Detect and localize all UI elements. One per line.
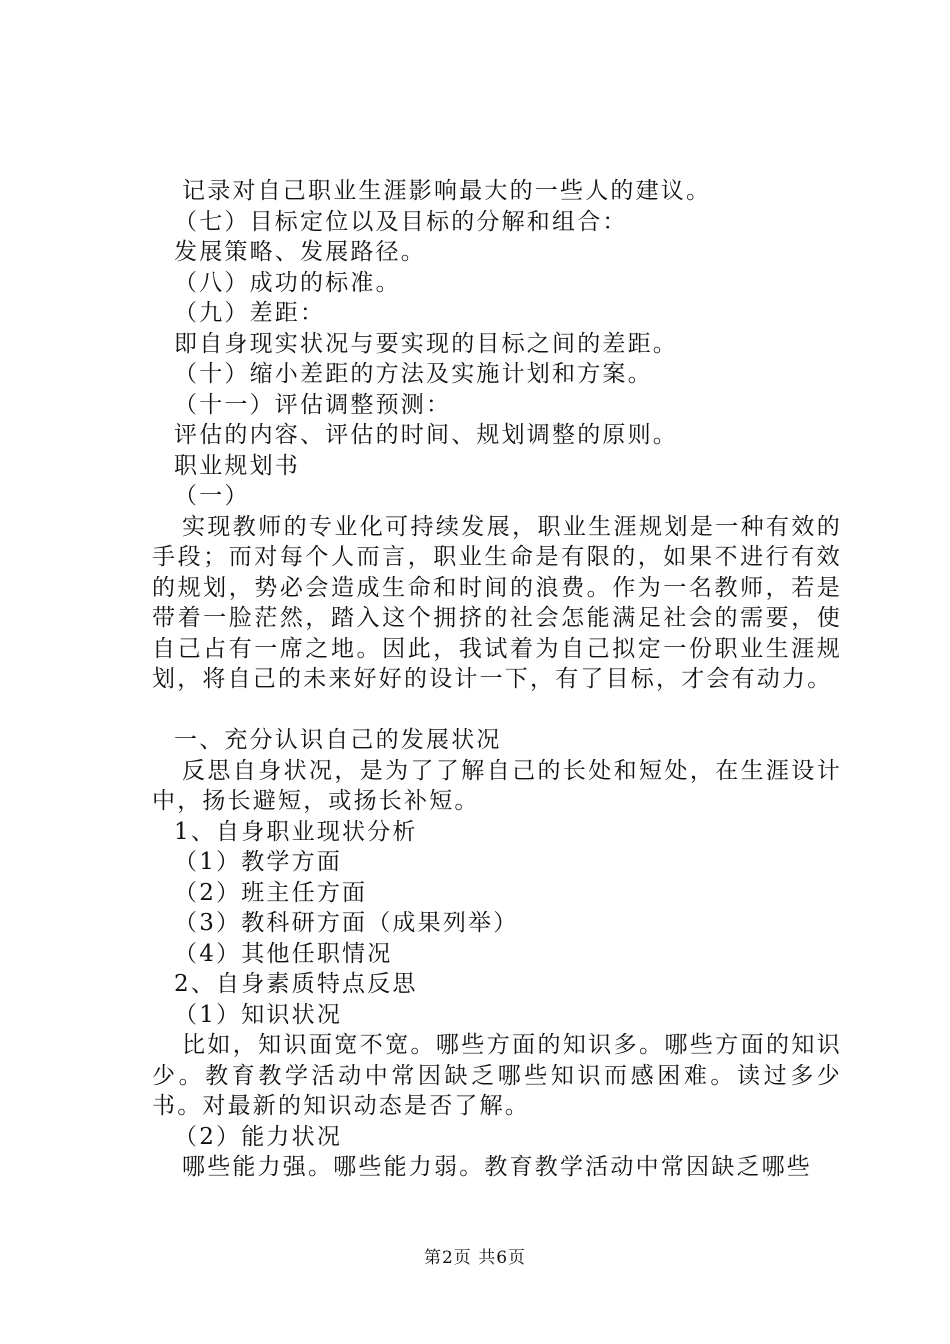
text-line: 即自身现实状况与要实现的目标之间的差距。 — [174, 330, 678, 357]
list-item: （3）教科研方面（成果列举） — [174, 910, 519, 936]
text-line: 评估的内容、评估的时间、规划调整的原则。 — [174, 422, 678, 448]
text-line: 记录对自己职业生涯影响最大的一些人的建议。 — [182, 178, 712, 204]
list-item: （2）能力状况 — [174, 1123, 343, 1150]
heading-8: （八）成功的标准。 — [174, 269, 401, 296]
section-heading-1: 一、充分认识自己的发展状况 — [174, 727, 502, 753]
list-item: （1）知识状况 — [174, 1001, 343, 1028]
heading-10: （十）缩小差距的方法及实施计划和方案。 — [174, 361, 653, 387]
text-line: 哪些能力强。哪些能力弱。教育教学活动中常因缺乏哪些 — [182, 1154, 812, 1180]
section-number: （一） — [174, 483, 250, 509]
list-item: 2、自身素质特点反思 — [174, 971, 418, 997]
paragraph-reflection: 反思自身状况，是为了了解自己的长处和短处，在生涯设计中，扬长避短，或扬长补短。 — [152, 757, 842, 814]
heading-9: （九）差距： — [174, 300, 326, 326]
document-body — [152, 176, 842, 1183]
blank-line — [152, 695, 842, 726]
list-item: 1、自身职业现状分析 — [174, 818, 418, 845]
list-item: （2）班主任方面 — [174, 879, 368, 906]
paragraph-intro: 实现教师的专业化可持续发展，职业生涯规划是一种有效的手段；而对每个人而言，职业生命是有限的，如果不进行有效的规划，势必会造成生命和时间的浪费。作为一名教师，若是带着一脸茫然，踏入这个拥挤的社会怎能满足社会的需要，使自己占有一席之地。因此，我试着为自己拟定一份职业生涯规划，将自己的未来好好的设计一下，有了目标，才会有动力。 — [152, 513, 842, 692]
list-item: （1）教学方面 — [174, 849, 343, 875]
section-title: 职业规划书 — [174, 452, 300, 479]
page-footer: 第2页 共6页 — [423, 1248, 527, 1268]
heading-7: （七）目标定位以及目标的分解和组合： — [174, 208, 628, 235]
paragraph-knowledge: 比如，知识面宽不宽。哪些方面的知识多。哪些方面的知识少。教育教学活动中常因缺乏哪些知识而感困难。读过多少书。对最新的知识动态是否了解。 — [152, 1032, 842, 1119]
heading-11: （十一）评估调整预测： — [174, 391, 452, 418]
list-item: （4）其他任职情况 — [174, 940, 393, 967]
text-line: 发展策略、发展路径。 — [174, 239, 426, 265]
